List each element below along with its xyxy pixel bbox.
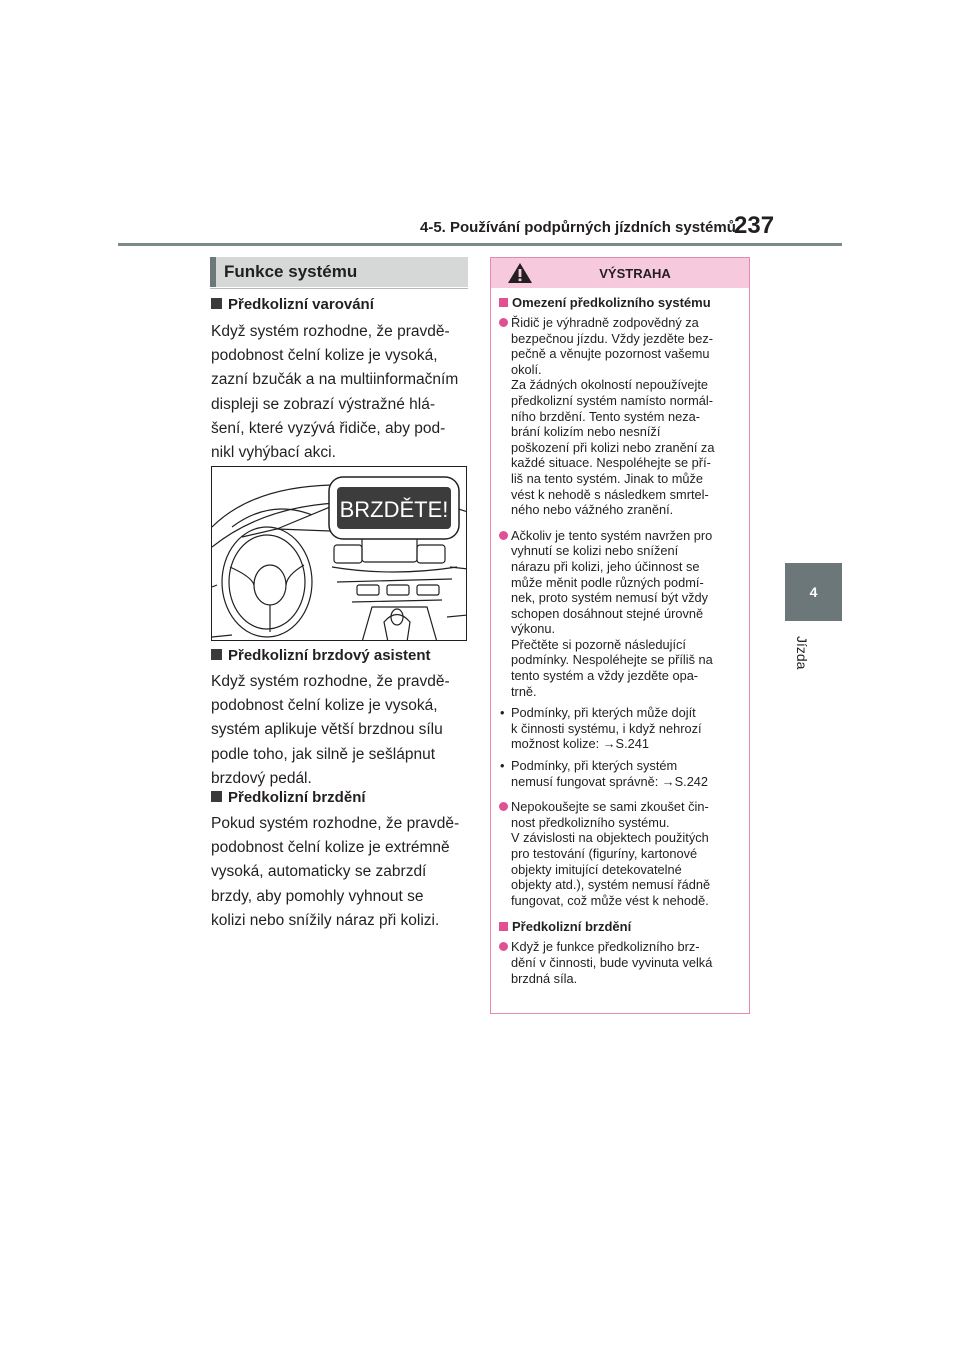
round-bullet-icon (499, 531, 508, 540)
dashboard-drawing (212, 467, 467, 641)
section-rule (210, 288, 468, 289)
square-bullet-icon (499, 922, 508, 931)
square-bullet-icon (211, 298, 222, 309)
bullet-icon: • (500, 705, 505, 721)
warning-triangle-icon (507, 262, 533, 284)
section-title: Funkce systému (210, 257, 468, 287)
warning-subheading-limits: Omezení předkolizního systému (499, 294, 745, 311)
warning-item: Ačkoliv je tento systém navržen pro vyhnutí se kolizi nebo snížení nárazu při kolizi, jeho účinnost se může měnit podle různých podmí- nek, proto systém nemusí být vždy schopen dosáhnout stejné úrovně výkonu. Přečtěte si pozorně následující podmínky. Nespoléhejte se příliš na tento systém a vždy jezděte opa- trně. (499, 528, 745, 700)
bullet-icon: • (500, 758, 505, 774)
warning-box (490, 257, 750, 1014)
warning-item: Nepokoušejte se sami zkoušet čin- nost předkolizního systému. V závislosti na objektech použitých pro testování (figuríny, kartonové objekty imitující detekovatelné objekty atd.), systém nemusí řádně fungovat, což může vést k nehodě. (499, 799, 745, 908)
chapter-tab[interactable] (785, 563, 842, 621)
chapter-number: 4 (809, 584, 818, 600)
round-bullet-icon (499, 942, 508, 951)
square-bullet-icon (211, 649, 222, 660)
warning-bullet: • Podmínky, při kterých může dojít k činnosti systému, i když nehrozí možnost kolize: →S.241 (499, 705, 745, 752)
page-reference-242[interactable]: nemusí fungovat správně: →S.242 (511, 773, 709, 789)
warning-title: VÝSTRAHA (599, 265, 671, 281)
warning-header (491, 258, 749, 288)
paragraph-brake-assist: Když systém rozhodne, že pravdě- podobnost čelní kolize je vysoká, systém aplikuje větší brzdnou sílu podle toho, jak silně je sešlápnut brzdový pedál. (211, 673, 450, 787)
warning-item: Když je funkce předkolizního brz- dění v činnosti, bude vyvinuta velká brzdná síla. (499, 939, 745, 986)
square-bullet-icon (211, 791, 222, 802)
warning-body (499, 294, 745, 986)
subheading-brake-assist: Předkolizní brzdový asistent (211, 647, 431, 664)
paragraph-collision-braking: Pokud systém rozhodne, že pravdě- podobnost čelní kolize je extrémně vysoká, automaticky se zabrzdí brzdy, aby pomohly vyhnout se kolizi nebo snížily náraz při kolizi. (211, 815, 460, 929)
header-rule (118, 243, 842, 246)
warning-bullet: • Podmínky, při kterých systém nemusí fungovat správně: →S.242 (499, 758, 745, 789)
warning-subheading-braking: Předkolizní brzdění (499, 918, 745, 935)
square-bullet-icon (499, 298, 508, 307)
chapter-label: Jízda (794, 636, 810, 670)
dashboard-illustration (211, 466, 467, 641)
round-bullet-icon (499, 802, 508, 811)
paragraph-collision-warning: Když systém rozhodne, že pravdě- podobnost čelní kolize je vysoká, zazní bzučák a na multiinformačním displeji se zobrazí výstražné hlá- šení, které vyzývá řidiče, aby pod- nikl vyhýbací akci. (211, 323, 459, 462)
subheading-collision-braking: Předkolizní brzdění (211, 789, 366, 806)
page-reference-241[interactable]: možnost kolize: →S.241 (511, 736, 649, 752)
page-number: 237 (734, 212, 775, 239)
warning-item: Řidič je výhradně zodpovědný za bezpečnou jízdu. Vždy jezděte bez- pečně a věnujte pozornost vašemu okolí. Za žádných okolností nepoužívejte předkolizní systém namísto normál- ního brzdění. Tento systém neza- brání kolizím nebo nesníží poškození při kolizi nebo zranění za každé situace. Nespoléhejte se pří- liš na tento systém. Jinak to může vést k nehodě s následkem smrtel- ného nebo vážného zranění. (499, 315, 745, 518)
subheading-collision-warning: Předkolizní varování (211, 296, 374, 313)
round-bullet-icon (499, 318, 508, 327)
running-header: 4-5. Používání podpůrných jízdních systémů (420, 219, 736, 236)
brake-alert-text: BRZDĚTE! (339, 497, 449, 522)
